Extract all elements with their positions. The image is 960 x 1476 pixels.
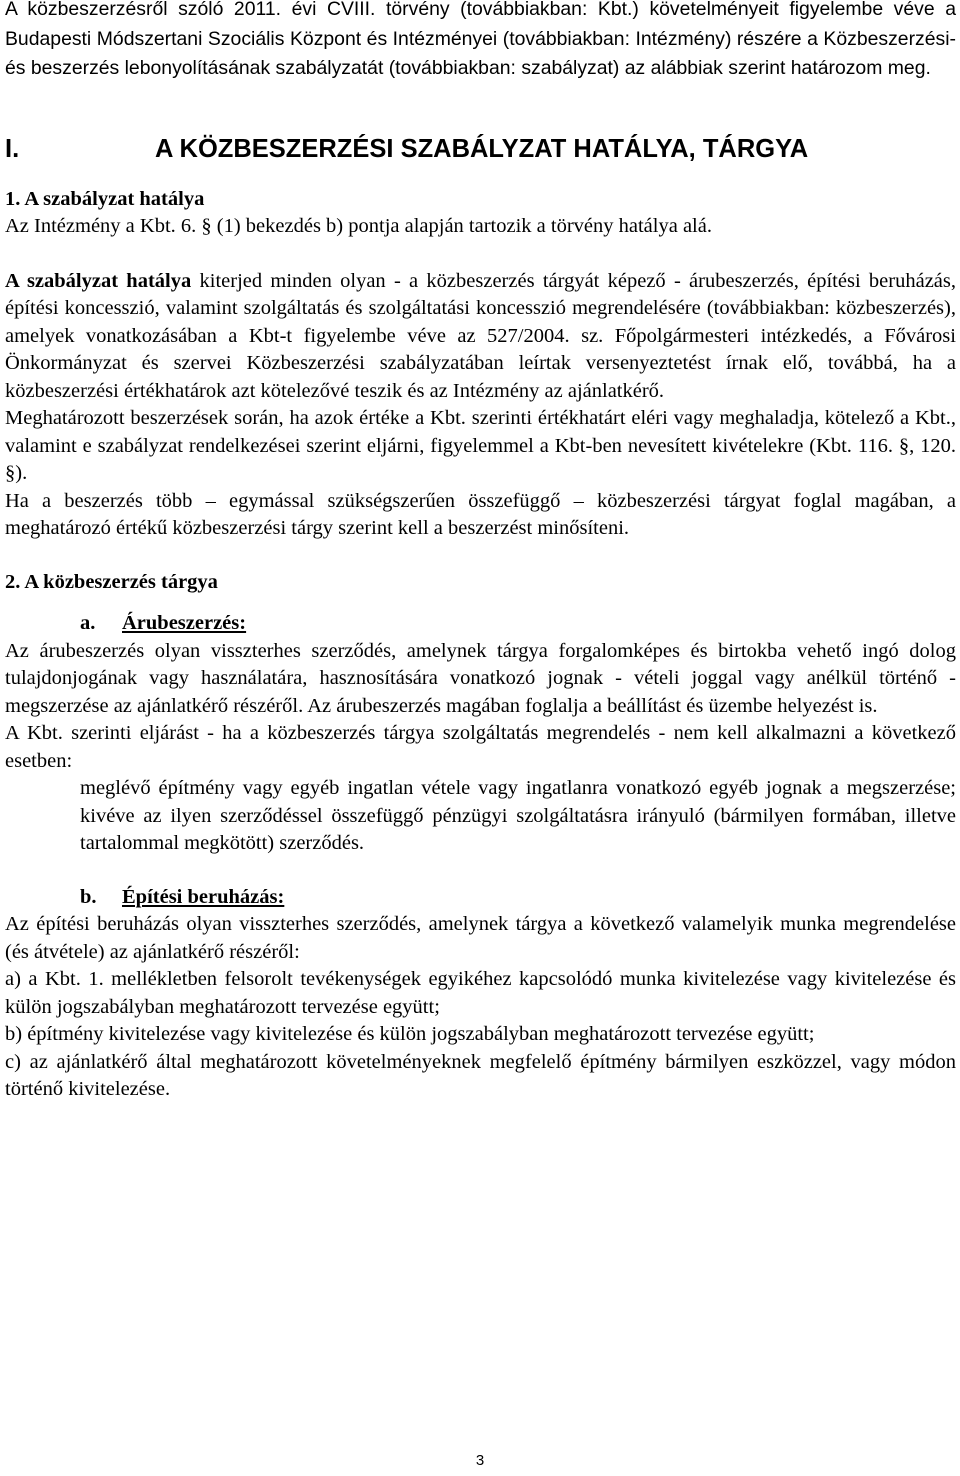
section-1-heading: 1. A szabályzat hatálya	[5, 187, 205, 210]
chapter-heading	[5, 132, 956, 166]
document-page	[5, 0, 956, 1104]
section-2	[5, 569, 956, 1104]
subsection-b-item-b: b) építmény kivitelezése vagy kivitelezése és külön jogszabályban meghatározott tervezése együtt;	[5, 1023, 815, 1045]
subsection-a-heading	[80, 610, 956, 638]
section-2-heading: 2. A közbeszerzés tárgya	[5, 570, 218, 593]
scope-text: kiterjed minden olyan - a közbeszerzés tárgyát képező - árubeszerzés, építési beruházás, építési koncesszió, valamint szolgáltatás és szolgáltatási koncesszió megrendelésére (továbbiakban: közbeszerzés), amelyek vonatkozásában a Kbt-t figyelembe véve az 527/2004. sz. Főpolgármesteri intézkedés, a Fővárosi Önkormányzat és szervei Közbeszerzési szabályzatában leírtak versenyeztetést írnak elő, továbbá, ha a közbeszerzési értékhatárok azt kötelezővé teszik és az Intézmény az ajánlatkérő.	[5, 269, 956, 402]
subsection-b-paragraph-1: Az építési beruházás olyan visszterhes szerződés, amelynek tárgya a következő valamelyik munka megrendelése (és átvétele) az ajánlatkérő részéről:	[5, 913, 956, 963]
subsection-a-letter: a.	[80, 612, 96, 634]
chapter-number: I.	[5, 134, 20, 163]
subsection-b-heading	[80, 884, 956, 912]
subsection-b-item-a: a) a Kbt. 1. mellékletben felsorolt tevékenységek egyikéhez kapcsolódó munka kivitelezése vagy kivitelezése és külön jogszabályban meghatározott tervezése együtt;	[5, 968, 956, 1018]
subsection-b-letter: b.	[80, 885, 97, 908]
subsection-a-title: Árubeszerzés:	[122, 612, 247, 634]
chapter-title: A KÖZBESZERZÉSI SZABÁLYZAT HATÁLYA, TÁRGYA	[155, 134, 809, 163]
subsection-a-paragraph-2: A Kbt. szerinti eljárást - ha a közbeszerzés tárgya szolgáltatás megrendelés - nem kell alkalmazni a következő esetben:	[5, 722, 956, 772]
section-1-paragraph-3: Ha a beszerzés több – egymással szükségszerűen összefüggő – közbeszerzési tárgyat foglal magában, a meghatározó értékű közbeszerzési tárgy szerint kell a beszerzést minősíteni.	[5, 489, 956, 539]
subsection-a-paragraph-1: Az árubeszerzés olyan visszterhes szerződés, amelynek tárgya forgalomképes és birtokba vehető ingó dolog tulajdonjogának vagy használatára, hasznosítására vonatkozó jognak - vételi joggal vagy anélkül történő - megszerzése az ajánlatkérő részéről. Az árubeszerzés magában foglalja a beállítást és üzembe helyezést is.	[5, 639, 956, 717]
subsection-a-indented: meglévő építmény vagy egyéb ingatlan vétele vagy ingatlanra vonatkozó egyéb jognak a megszerzése; kivéve az ilyen szerződéssel összefüggő pénzügyi szolgáltatásra irányuló (bármilyen formában, illetve tartalommal megkötött) szerződés.	[80, 777, 956, 854]
subsection-b-item-c: c) az ajánlatkérő által meghatározott követelményeknek megfelelő építmény bármilyen eszközzel, vagy módon történő kivitelezése.	[5, 1050, 956, 1100]
intro-paragraph: A közbeszerzésről szóló 2011. évi CVIII. törvény (továbbiakban: Kbt.) követelményeit figyelembe véve a Budapesti Módszertani Szociális Központ és Intézményei (továbbiakban: Intézmény) részére a Közbeszerzési- és beszerzés lebonyolításának szabályzatát (továbbiakban: szabályzat) az alábbiak szerint határozom meg.	[5, 0, 956, 79]
page-number: 3	[475, 1452, 485, 1469]
section-1-paragraph-1	[5, 268, 956, 406]
section-1	[5, 186, 956, 543]
subsection-b-title: Építési beruházás:	[122, 885, 285, 908]
section-1-paragraph-2: Meghatározott beszerzések során, ha azok értéke a Kbt. szerinti értékhatárt eléri vagy meghaladja, kötelező a Kbt., valamint e szabályzat rendelkezései szerint eljárni, figyelemmel a Kbt-ben nevesített kivételekre (Kbt. 116. §, 120. §).	[5, 407, 956, 484]
section-1-line-1: Az Intézmény a Kbt. 6. § (1) bekezdés b) pontja alapján tartozik a törvény hatálya alá.	[5, 215, 712, 237]
scope-bold-lead: A szabályzat hatálya	[5, 269, 192, 292]
